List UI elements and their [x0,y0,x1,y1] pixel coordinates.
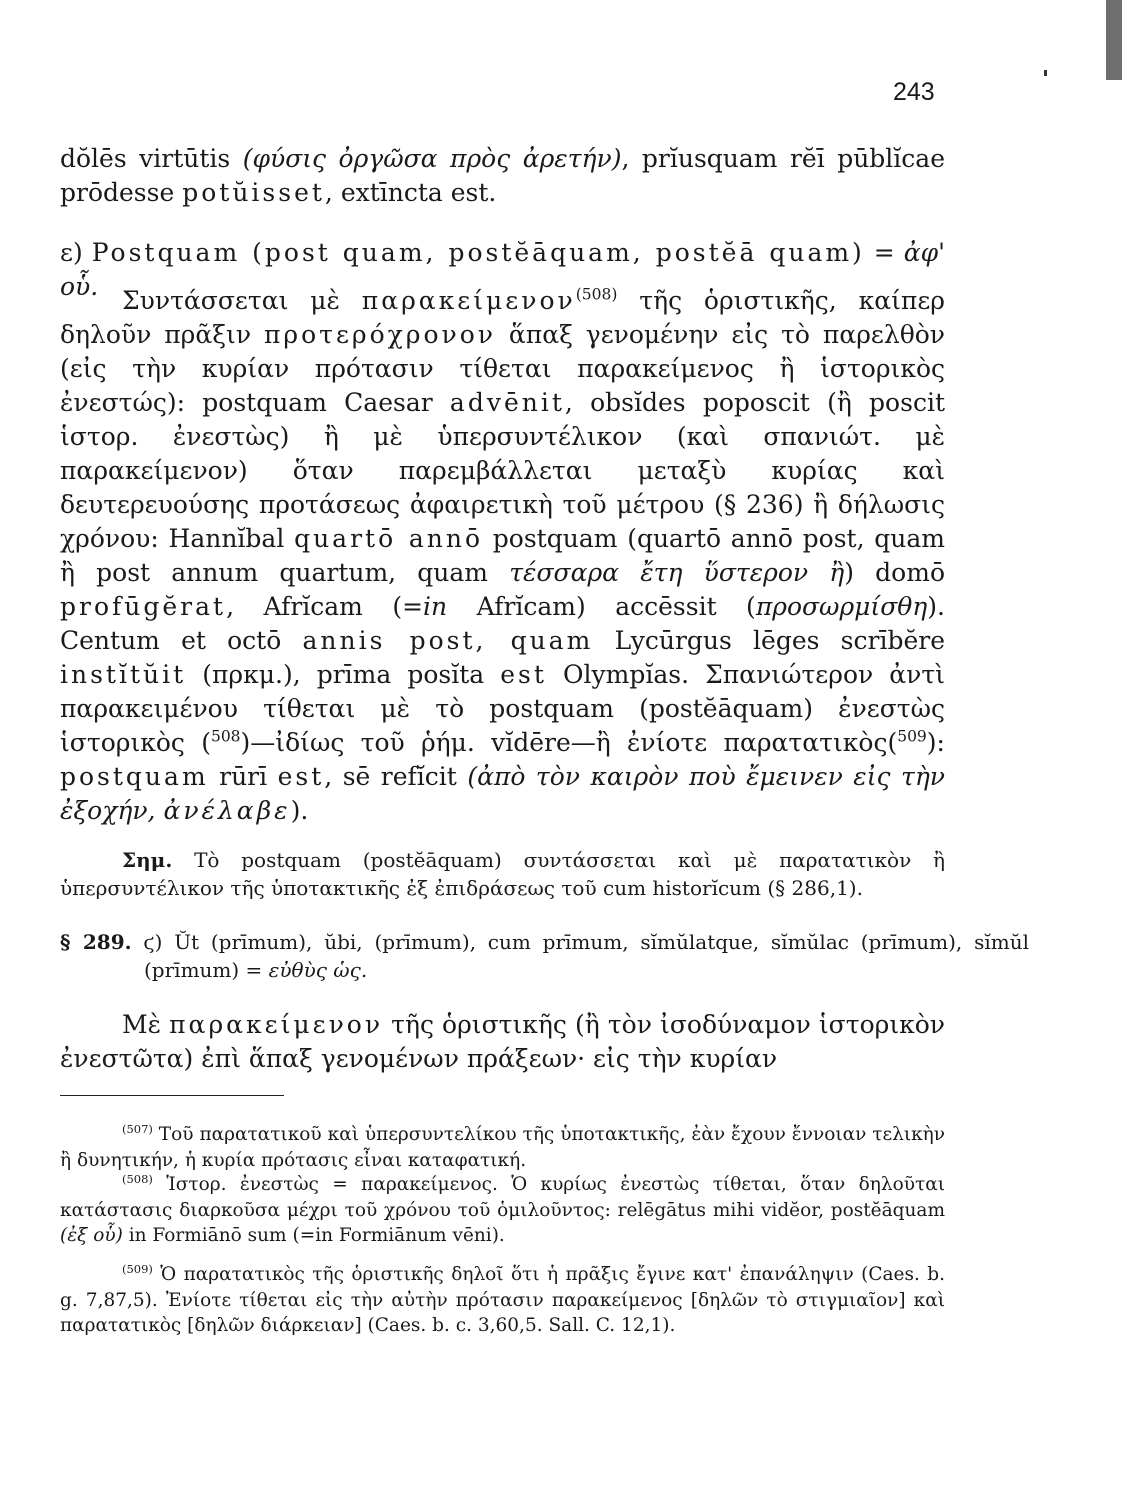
text-run: ϛ) Ŭt (prīmum), ŭbi, (prīmum), cum prīmum, sĭmŭlatque, sĭmŭlac (prīmum), sĭmŭl (prīmum) = [131,930,1029,982]
spaced-latin: potŭisset [182,178,325,207]
paragraph-perfect-rule [60,1008,945,1076]
spaced-latin: profūgĕrat [60,592,227,621]
footnote-divider [60,1095,284,1096]
greek-gloss: προσωρμίσθη [755,592,928,621]
remark-note [60,846,945,902]
latin-italic: in [423,592,448,621]
paragraph-postquam-rule [60,284,945,828]
footnote-ref-508: 508 [210,727,241,746]
text-run: , extīncta est. [324,178,497,207]
text-run: ε) [60,238,92,267]
text-run: ἅπαξ γενομένην εἰς τὸ παρελθὸν (εἰς τὴν κυρίαν πρότασιν τίθεται παρακείμενος ἢ ἱστορικὸς ἐνεστώς): postquam Caesar [60,320,945,417]
text-run: ): [926,728,945,757]
section-289-heading [60,928,1029,984]
remark-label: Σημ. [122,848,173,872]
spaced-latin: Postquam (post quam, postĕāquam, postĕā quam) [91,238,865,267]
spaced-latin: quartō annō [294,524,484,553]
text-run: Olympĭas. Σπανιώτερον ἀντὶ παρακειμένου τίθεται μὲ τὸ postquam (postĕāquam) ἐνεστὼς ἱστορικὸς ( [60,660,945,757]
page-number: 243 [893,78,935,106]
spaced-term: παρακείμενον [169,1010,384,1039]
scan-edge-shadow [1106,0,1122,80]
spaced-latin: est [500,660,547,689]
spaced-latin: advēnit [449,388,565,417]
text-run: (πρκμ.), prīma posĭta [186,660,501,689]
footnote-ref-508: (508) [575,285,618,304]
text-run: Συντάσσεται μὲ [122,286,362,315]
text-run: Ἱστορ. ἐνεστὼς = παρακείμενος. Ὁ κυρίως ἐνεστὼς τίθεται, ὅταν δηλοῦται κατάστασις διαρκοῦσα μέχρι τοῦ χρόνου τοῦ ὁμιλοῦντος: relēgātus mihi vidĕor, postĕāquam [60,1174,945,1221]
greek-gloss: (ἐξ οὗ) [60,1225,123,1246]
text-run: )—ἰδίως τοῦ ῥήμ. vĭdēre—ἢ ἐνίοτε παρατατικὸς( [240,728,898,757]
greek-gloss: τέσσαρα ἔτη ὕστερον ἢ [509,558,845,587]
spaced-latin: postquam [60,762,209,791]
greek-gloss: (φύσις ὀργῶσα πρὸς ἀρετήν) [242,144,622,173]
text-run: = [864,238,904,267]
text-run: Τὸ postquam (postĕāquam) συντάσσεται καὶ μὲ παρατατικὸν ἢ ὑπερσυντέλικον τῆς ὑποτακτικῆς ἐξ ἐπιδράσεως τοῦ cum historĭcum (§ 286,1). [60,848,945,900]
text-run: , Afrĭcam (= [226,592,424,621]
text-run: , prĭusquam rĕī pūblĭcae prōdesse [60,144,945,207]
text-run: ). Centum et octō [60,592,945,655]
text-run: rūrī [208,762,278,791]
text-run: Τοῦ παρατατικοῦ καὶ ὑπερσυντελίκου τῆς ὑποτακτικῆς, ἐὰν ἔχουν ἔννοιαν τελικὴν ἢ δυνητικήν, ἡ κυρία πρότασις εἶναι καταφατική. [60,1124,945,1171]
text-run: dŏlēs virtūtis [60,144,243,173]
text-run: Μὲ [122,1010,170,1039]
text-run: , obsĭdes poposcit (ἢ poscit ἱστορ. ἐνεστὼς) ἢ μὲ ὑπερσυντέλικον (καὶ σπανιώτ. μὲ παρακείμενον) ὅταν παρεμβάλλεται μεταξὺ κυρίας καὶ δευτερευούσης προτάσεως ἀφαιρετικὴ τοῦ μέτρου (§ 236) ἢ δήλωσις χρόνου: Hannĭbal [60,388,945,553]
footnote-marker: (507) [122,1121,153,1136]
text-run: ) domō [844,558,945,587]
spaced-latin: annis post, quam [302,626,594,655]
footnote-508 [60,1172,945,1249]
text-run: τῆς ὁριστικῆς (ἢ τὸν ἰσοδύναμον ἱστορικὸν ἐνεστῶτα) ἐπὶ ἅπαξ γενομένων πράξεων· εἰς τὴν κυρίαν [60,1010,945,1073]
text-run: Ὁ παρατατικὸς τῆς ὁριστικῆς δηλοῖ ὅτι ἡ πρᾶξις ἔγινε κατ' ἐπανάληψιν (Caes. b. g. 7,87,5). Ἐνίοτε τίθεται εἰς τὴν αὐτὴν πρότασιν παρακείμενος [δηλῶν τὸ στιγμιαῖον] καὶ παρατατικὸς [δηλῶν διάρκειαν] (Caes. b. c. 3,60,5. Sall. C. 12,1). [60,1264,945,1336]
footnote-marker: (508) [122,1171,153,1186]
spaced-term: προτερόχρονον [263,320,496,349]
greek-gloss-spaced: ἀνέλαβε [163,796,291,825]
text-run: in Formiānō sum (=in Formiānum vēni). [122,1225,505,1246]
greek-gloss: ἀφ' οὗ. [60,238,945,301]
paragraph-continuation [60,142,945,210]
footnote-509 [60,1262,945,1339]
text-run: postquam (quartō annō post, quam ἢ post annum quartum, quam [60,524,945,587]
footnote-ref-509: 509 [897,727,927,746]
text-run: Lycūrgus lēges scrībĕre [593,626,945,655]
greek-gloss: εὐθὺς ὡς. [268,958,368,982]
footnote-marker: (509) [122,1261,153,1276]
text-run: Afrĭcam) accēssit ( [447,592,756,621]
text-run: ). [290,796,309,825]
section-number: § 289. [60,930,132,954]
text-run: τῆς ὁριστικῆς, καίπερ δηλοῦν πρᾶξιν [60,286,945,349]
footnote-507 [60,1122,945,1173]
spaced-latin: est [277,762,325,791]
text-run: , sē refĭcit [324,762,468,791]
scan-speck [1044,70,1047,76]
spaced-latin: instĭtŭit [60,660,187,689]
greek-gloss: (ἀπὸ τὸν καιρὸν ποὺ ἔμεινεν εἰς τὴν ἐξοχήν, [60,762,945,825]
spaced-term: παρακείμενον [361,286,576,315]
